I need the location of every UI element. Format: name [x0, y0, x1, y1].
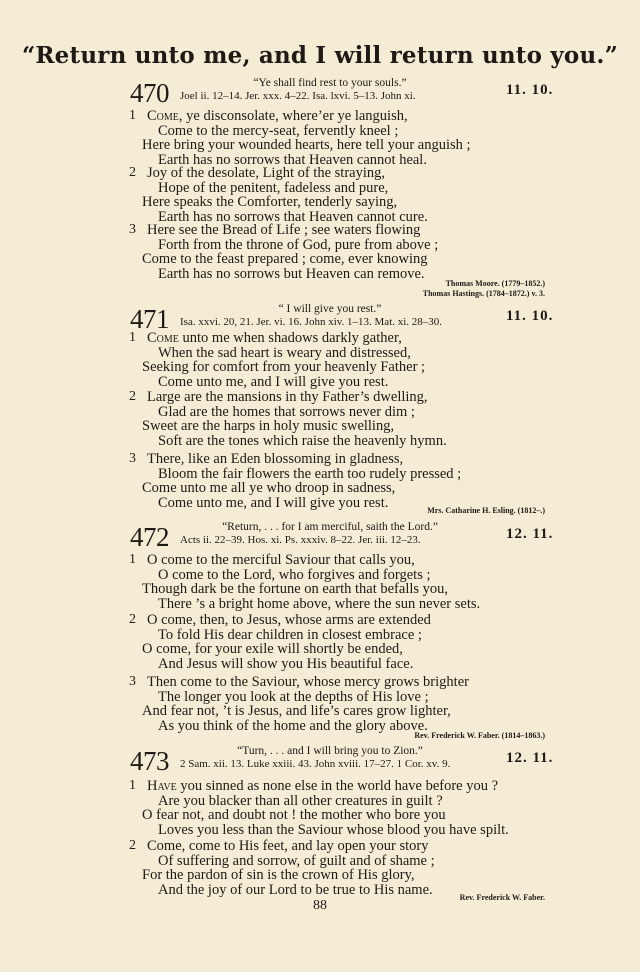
verse-number: 1 [129, 552, 136, 567]
hymn-number: 472 [130, 522, 169, 552]
hymn-author: Rev. Frederick W. Faber. (1814–1863.) [414, 731, 545, 740]
verse-line: Come to the feast prepared ; come, ever knowing [142, 251, 428, 268]
verse-line: Bloom the fair flowers the earth too rudely pressed ; [158, 465, 462, 482]
verse-number: 2 [129, 165, 136, 180]
verse-line: Glad are the homes that sorrows never dim ; [158, 403, 415, 420]
scripture-references: Isa. xxvi. 20, 21. Jer. vi. 16. John xiv. 1–13. Mat. xi. 28–30. [180, 316, 443, 328]
hymn-meter: 11. 10. [506, 82, 554, 98]
verse-line: Come unto me, and I will give you rest. [158, 494, 389, 511]
hymn-epigraph: “Turn, . . . and I will bring you to Zion.” [237, 745, 423, 757]
verse-line: Soft are the tones which raise the heavenly hymn. [158, 432, 447, 449]
line-rest: come to the merciful Saviour that calls you, [157, 552, 415, 568]
initial-word: Come [147, 330, 179, 346]
initial-word: Have [147, 778, 177, 794]
verse-line: Earth has no sorrows that Heaven cannot cure. [158, 208, 428, 225]
verse-line: Forth from the throne of God, pure from above ; [158, 236, 439, 253]
verse-line: Come to the mercy-seat, fervently kneel ; [158, 122, 399, 139]
verse-number: 2 [129, 838, 136, 853]
page-number: 88 [313, 898, 327, 913]
verse-line: And the joy of our Lord to be true to His name. [158, 881, 433, 898]
verse-line: When the sad heart is weary and distressed, [158, 344, 411, 361]
scripture-references: 2 Sam. xii. 13. Luke xxiii. 43. John xviii. 17–27. 1 Cor. xv. 9. [180, 758, 451, 770]
verse-line: O come to the Lord, who forgives and forgets ; [158, 566, 431, 583]
hymn-number: 470 [130, 78, 169, 108]
verse-line: Of suffering and sorrow, of guilt and of shame ; [158, 852, 435, 869]
verse-line: Here see the Bread of Life ; see waters flowing [147, 222, 421, 238]
hymn-author: Thomas Hastings. (1784–1872.) v. 3. [422, 289, 545, 298]
verse-number: 3 [129, 674, 136, 689]
verse-number: 1 [129, 330, 136, 345]
verse-line: Here bring your wounded hearts, here tell your anguish ; [142, 137, 471, 154]
verse-number: 2 [129, 612, 136, 627]
verse-line: O fear not, and doubt not ! the mother who bore you [142, 807, 446, 824]
hymn-epigraph: “ I will give you rest.” [278, 303, 382, 315]
hymn-author: Mrs. Catharine H. Esling. (1812–.) [427, 506, 545, 515]
verse-number: 3 [129, 451, 136, 466]
line-rest: unto me when shadows darkly gather, [178, 330, 402, 346]
scripture-references: Joel ii. 12–14. Jer. xxx. 4–22. Isa. lxvi. 5–13. John xi. [180, 90, 416, 102]
verse-line: Here speaks the Comforter, tenderly saying, [142, 194, 398, 211]
verse-number: 1 [129, 778, 136, 793]
line-rest: you sinned as none else in the world have before you ? [176, 778, 499, 794]
hymn-meter: 12. 11. [506, 750, 554, 766]
hymn-number: 473 [130, 746, 169, 776]
verse-line: O come, then, to Jesus, whose arms are extended [147, 612, 431, 628]
verse-line: Large are the mansions in thy Father’s dwelling, [147, 389, 428, 405]
verse-number: 1 [129, 108, 136, 123]
hymn-meter: 11. 10. [506, 308, 554, 324]
verse-line: Hope of the penitent, fadeless and pure, [158, 179, 389, 196]
verse-line: Earth has no sorrows but Heaven can remove. [158, 265, 425, 282]
verse-number: 3 [129, 222, 136, 237]
verse-line: Though dark be the fortune on earth that befalls you, [142, 581, 449, 598]
verse-line: Loves you less than the Saviour whose blood you have spilt. [158, 821, 509, 838]
verse-line: Come unto me all ye who droop in sadness, [142, 480, 396, 497]
hymn-author: Thomas Moore. (1779–1852.) [445, 279, 545, 288]
initial-word: O [147, 552, 158, 568]
verse-line: Sweet are the harps in holy music swelling, [142, 418, 395, 435]
verse-line: The longer you look at the depths of His love ; [158, 688, 429, 705]
verse-line: Joy of the desolate, Light of the straying, [147, 165, 385, 181]
hymn-author: Rev. Frederick W. Faber. [459, 893, 545, 902]
hymn-meter: 12. 11. [506, 526, 554, 542]
initial-word: Come, [147, 108, 183, 124]
verse-line: There, like an Eden blossoming in gladness, [147, 451, 404, 467]
hymn-number: 471 [130, 304, 169, 334]
verse-line: Come unto me, and I will give you rest. [158, 373, 389, 390]
verse-line: Earth has no sorrows that Heaven cannot heal. [158, 151, 427, 168]
verse-line: There ’s a bright home above, where the sun never sets. [158, 595, 481, 612]
verse-line: Come, come to His feet, and lay open your story [147, 838, 429, 854]
verse-line: For the pardon of sin is the crown of His glory, [142, 867, 415, 884]
scripture-references: Acts ii. 22–39. Hos. xi. Ps. xxxiv. 8–22. Jer. iii. 12–23. [180, 534, 421, 546]
verse-number: 2 [129, 389, 136, 404]
verse-line: To fold His dear children in closest embrace ; [158, 626, 422, 643]
hymn-epigraph: “Return, . . . for I am merciful, saith the Lord.” [222, 521, 438, 533]
page-header: “Return unto me, and I will return unto you.” [21, 42, 619, 69]
hymn-epigraph: “Ye shall find rest to your souls.” [253, 77, 407, 89]
verse-line: As you think of the home and the glory above. [158, 717, 428, 734]
verse-line: O come, for your exile will shortly be ended, [142, 641, 403, 658]
verse-line: And Jesus will show you His beautiful face. [158, 655, 414, 672]
line-rest: ye disconsolate, where’er ye languish, [182, 108, 408, 124]
verse-line: And fear not, ’t is Jesus, and life’s cares grow lighter, [142, 703, 451, 720]
verse-line: Seeking for comfort from your heavenly Father ; [142, 359, 426, 376]
verse-line: Are you blacker than all other creatures in guilt ? [158, 792, 443, 809]
verse-line: Then come to the Saviour, whose mercy grows brighter [147, 674, 469, 690]
